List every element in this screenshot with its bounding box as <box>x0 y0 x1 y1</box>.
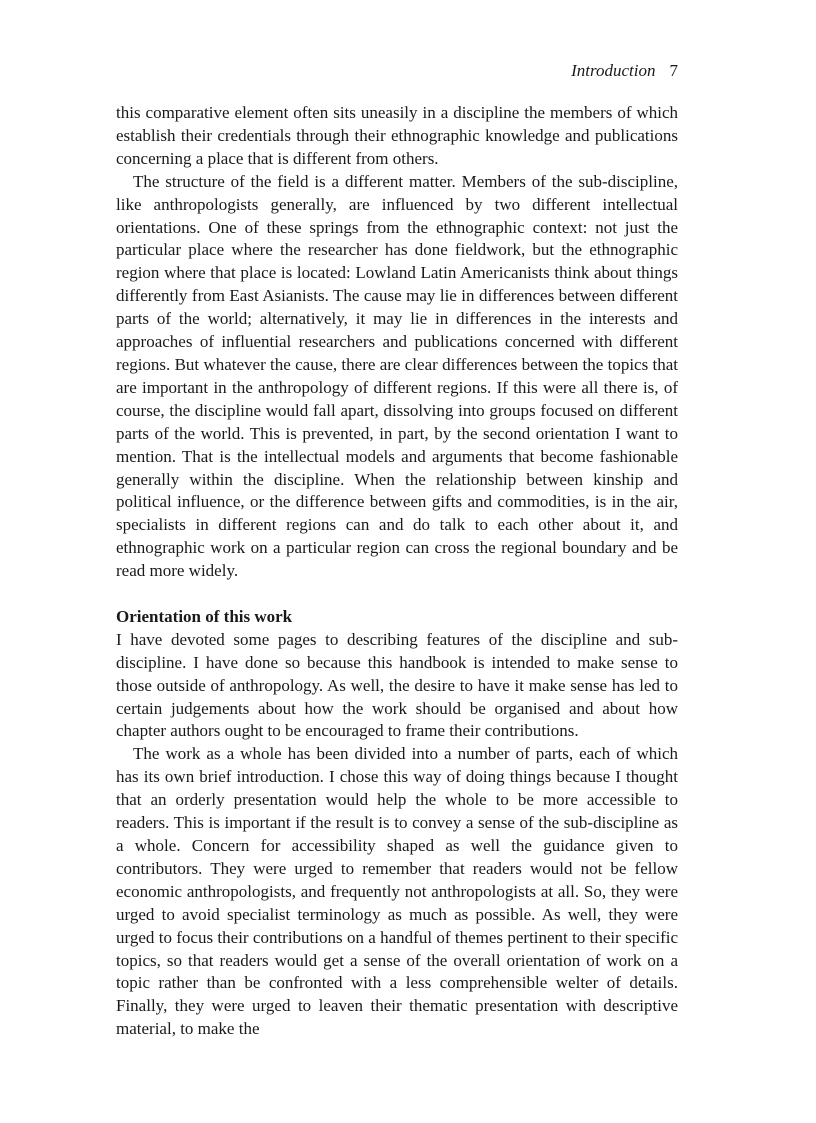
paragraph-continued: this comparative element often sits uneasily in a discipline the members of which establish their credentials through their ethnographic knowledge and publications concerning a place that is different from others. <box>116 103 678 168</box>
page-number: 7 <box>669 61 678 80</box>
running-head <box>116 58 678 84</box>
paragraph-work-organisation: The work as a whole has been divided into a number of parts, each of which has its own brief introduction. I chose this way of doing things because I thought that an orderly presentation would help the whole to be more accessible to readers. This is important if the result is to convey a sense of the sub-discipline as a whole. Concern for accessibility shaped as well the guidance given to contributors. They were urged to remember that readers would not be fellow economic anthropologists, and frequently not anthropologists at all. So, they were urged to avoid specialist terminology as much as possible. As well, they were urged to focus their contributions on a handful of themes pertinent to their specific topics, so that readers would get a sense of the overall orientation of work on a topic rather than be confronted with a less comprehensible welter of details. Finally, they were urged to leaven their thematic presentation with descriptive material, to make the <box>116 744 678 1039</box>
paragraph-orientation-intro: I have devoted some pages to describing features of the discipline and sub-discipline. I have done so because this handbook is intended to make sense to those outside of anthropology. As well, the desire to have it make sense has led to certain judgements about how the work should be organised and about how chapter authors ought to be encouraged to frame their contributions. <box>116 629 678 741</box>
book-page <box>116 58 678 1041</box>
body-text <box>116 102 678 1041</box>
paragraph-field-structure: The structure of the field is a different matter. Members of the sub-discipline, like anthropologists generally, are influenced by two different intellectual orientations. One of these springs from the ethnographic context: not just the particular place where the researcher has done fieldwork, but the ethnographic region where that place is located: Lowland Latin Americanists think about things differently from East Asianists. The cause may lie in differences between different parts of the world; alternatively, it may lie in differences in the interests and approaches of influential researchers and publications concerned with different regions. But whatever the cause, there are clear differences between the topics that are important in the anthropology of different regions. If this were all there is, of course, the discipline would fall apart, dissolving into groups focused on different parts of the world. This is prevented, in part, by the second orientation I want to mention. That is the intellectual models and arguments that become fashionable generally within the discipline. When the relationship between kinship and political influence, or the difference between gifts and commodities, is in the air, specialists in different regions can and do talk to each other about it, and ethnographic work on a particular region can cross the regional boundary and be read more widely. <box>116 171 678 581</box>
section-heading: Orientation of this work <box>116 606 293 626</box>
running-head-title: Introduction <box>571 61 656 80</box>
